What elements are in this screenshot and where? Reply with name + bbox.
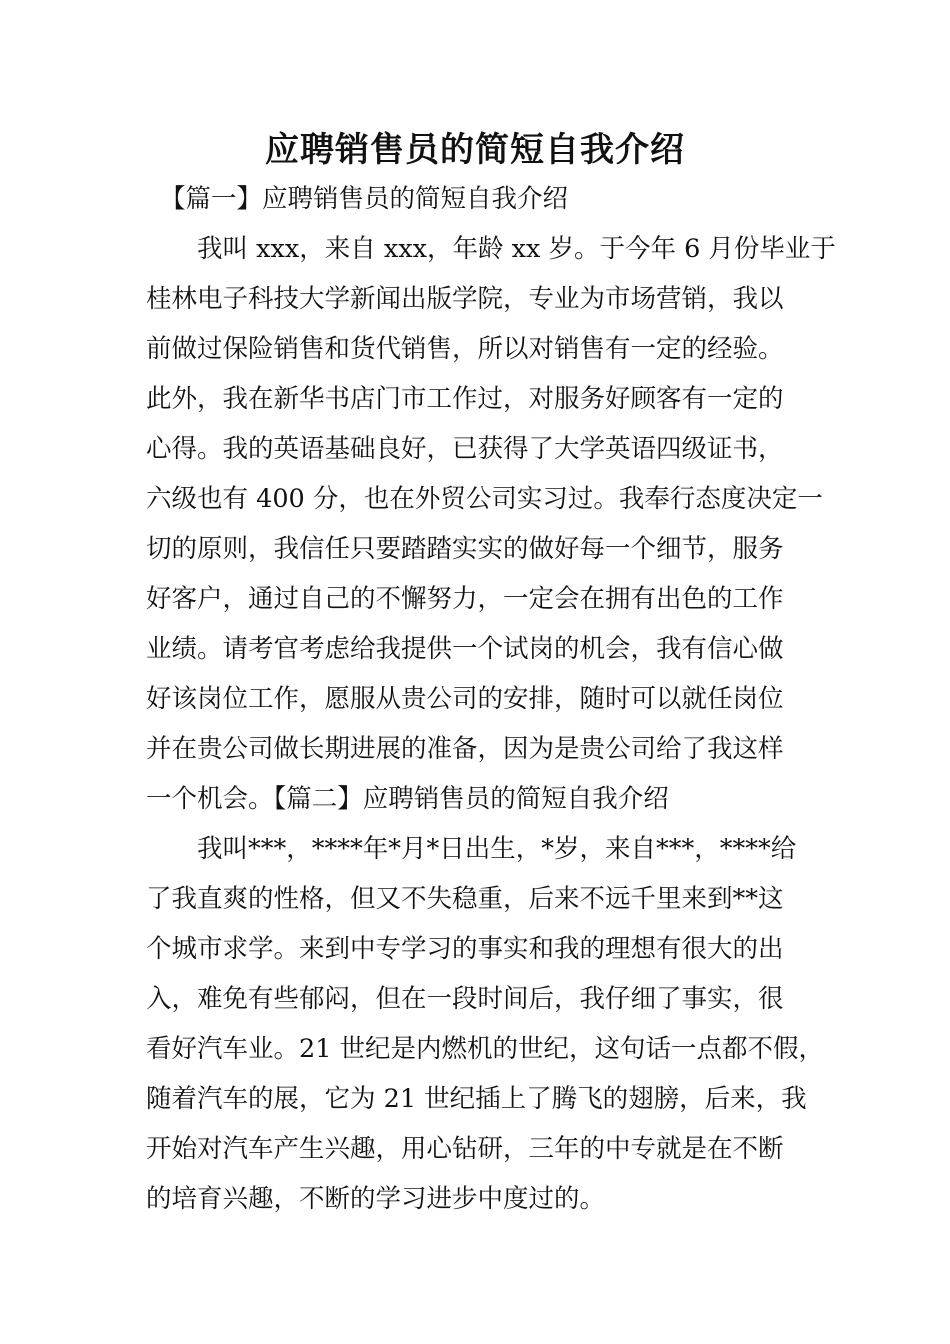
paragraph-line: 好该岗位工作，愿服从贵公司的安排，随时可以就任岗位 — [146, 684, 784, 714]
paragraph-line: 前做过保险销售和货代销售，所以对销售有一定的经验。 — [146, 334, 784, 364]
paragraph-line: 六级也有 400 分，也在外贸公司实习过。我奉行态度决定一 — [146, 484, 823, 514]
paragraph-line: 业绩。请考官考虑给我提供一个试岗的机会，我有信心做 — [146, 634, 784, 664]
paragraph-line: 桂林电子科技大学新闻出版学院，专业为市场营销，我以 — [146, 284, 784, 314]
paragraph-line: 一个机会。【篇二】应聘销售员的简短自我介绍 — [146, 784, 669, 814]
paragraph-line: 此外，我在新华书店门市工作过，对服务好顾客有一定的 — [146, 384, 784, 414]
paragraph-line: 我叫 xxx，来自 xxx，年龄 xx 岁。于今年 6 月份毕业于 — [197, 234, 836, 264]
section-heading-1: 【篇一】应聘销售员的简短自我介绍 — [160, 184, 569, 214]
paragraph-line: 入，难免有些郁闷，但在一段时间后，我仔细了事实，很 — [146, 984, 784, 1014]
paragraph-line: 随着汽车的展，它为 21 世纪插上了腾飞的翅膀，后来，我 — [146, 1084, 807, 1114]
paragraph-line: 了我直爽的性格，但又不失稳重，后来不远千里来到**这 — [146, 884, 784, 914]
paragraph-line: 个城市求学。来到中专学习的事实和我的理想有很大的出 — [146, 934, 784, 964]
paragraph-line: 看好汽车业。21 世纪是内燃机的世纪，这句话一点都不假， — [146, 1034, 825, 1064]
paragraph-line: 切的原则，我信任只要踏踏实实的做好每一个细节，服务 — [146, 534, 784, 564]
paragraph-line: 心得。我的英语基础良好，已获得了大学英语四级证书， — [146, 434, 784, 464]
paragraph-line: 开始对汽车产生兴趣，用心钻研，三年的中专就是在不断 — [146, 1134, 784, 1164]
paragraph-line: 我叫***，****年*月*日出生，*岁，来自***，****给 — [197, 834, 797, 864]
paragraph-line: 的培育兴趣，不断的学习进步中度过的。 — [146, 1184, 606, 1214]
document-title: 应聘销售员的简短自我介绍 — [265, 130, 685, 170]
paragraph-line: 并在贵公司做长期进展的准备，因为是贵公司给了我这样 — [146, 734, 784, 764]
paragraph-line: 好客户，通过自己的不懈努力，一定会在拥有出色的工作 — [146, 584, 784, 614]
